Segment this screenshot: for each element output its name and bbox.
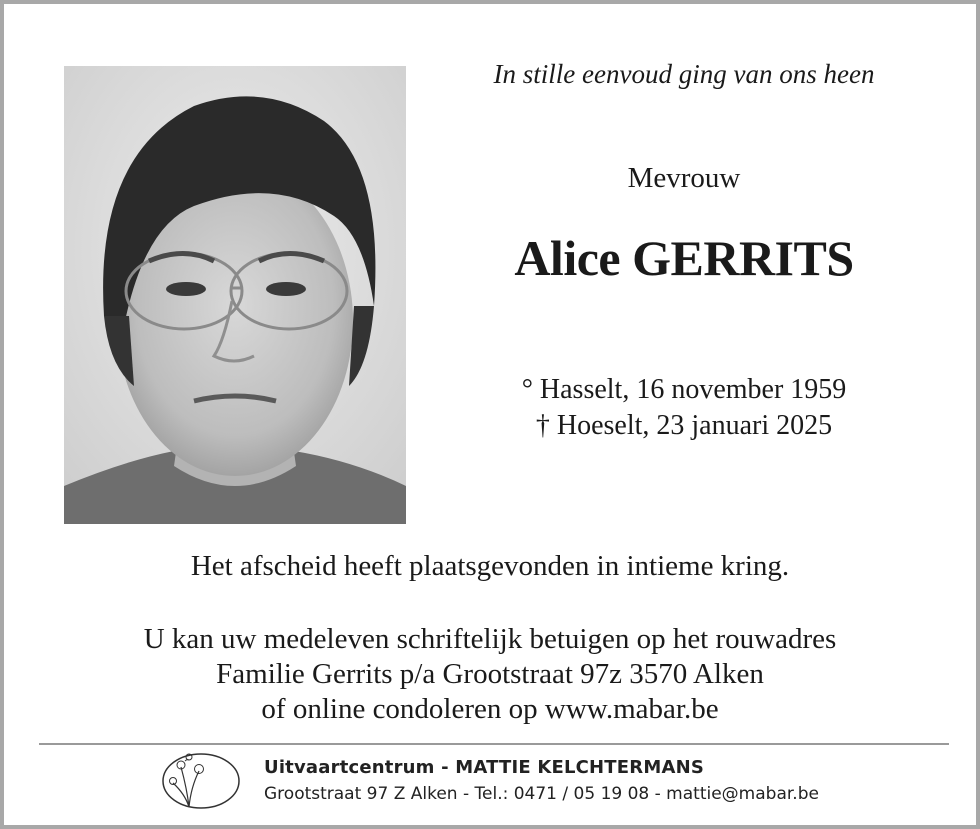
portrait-photo [64, 66, 406, 524]
footer-divider [39, 743, 949, 745]
deceased-name: Alice GERRITS [514, 230, 854, 286]
footer-company: Uitvaartcentrum - MATTIE KELCHTERMANS [264, 757, 705, 778]
flower-logo-icon [159, 749, 244, 811]
footer-contact: Grootstraat 97 Z Alken - Tel.: 0471 / 05 19 08 - mattie@mabar.be [264, 784, 819, 804]
honorific-title: Mevrouw [627, 162, 741, 194]
death-date: † Hoeselt, 23 januari 2025 [535, 410, 833, 441]
condolence-line-2: Familie Gerrits p/a Grootstraat 97z 3570 Alken [216, 658, 764, 690]
birth-date: ° Hasselt, 16 november 1959 [521, 374, 847, 405]
farewell-text: Het afscheid heeft plaatsgevonden in intieme kring. [190, 550, 790, 582]
life-dates [424, 372, 944, 444]
condolence-line-1: U kan uw medeleven schriftelijk betuigen op het rouwadres [143, 623, 837, 655]
intro-text: In stille eenvoud ging van ons heen [493, 59, 875, 89]
condolence-line-3: of online condoleren op www.mabar.be [261, 693, 719, 725]
portrait-image [64, 66, 406, 524]
condolence-block [4, 622, 976, 727]
footer-text [264, 757, 819, 804]
